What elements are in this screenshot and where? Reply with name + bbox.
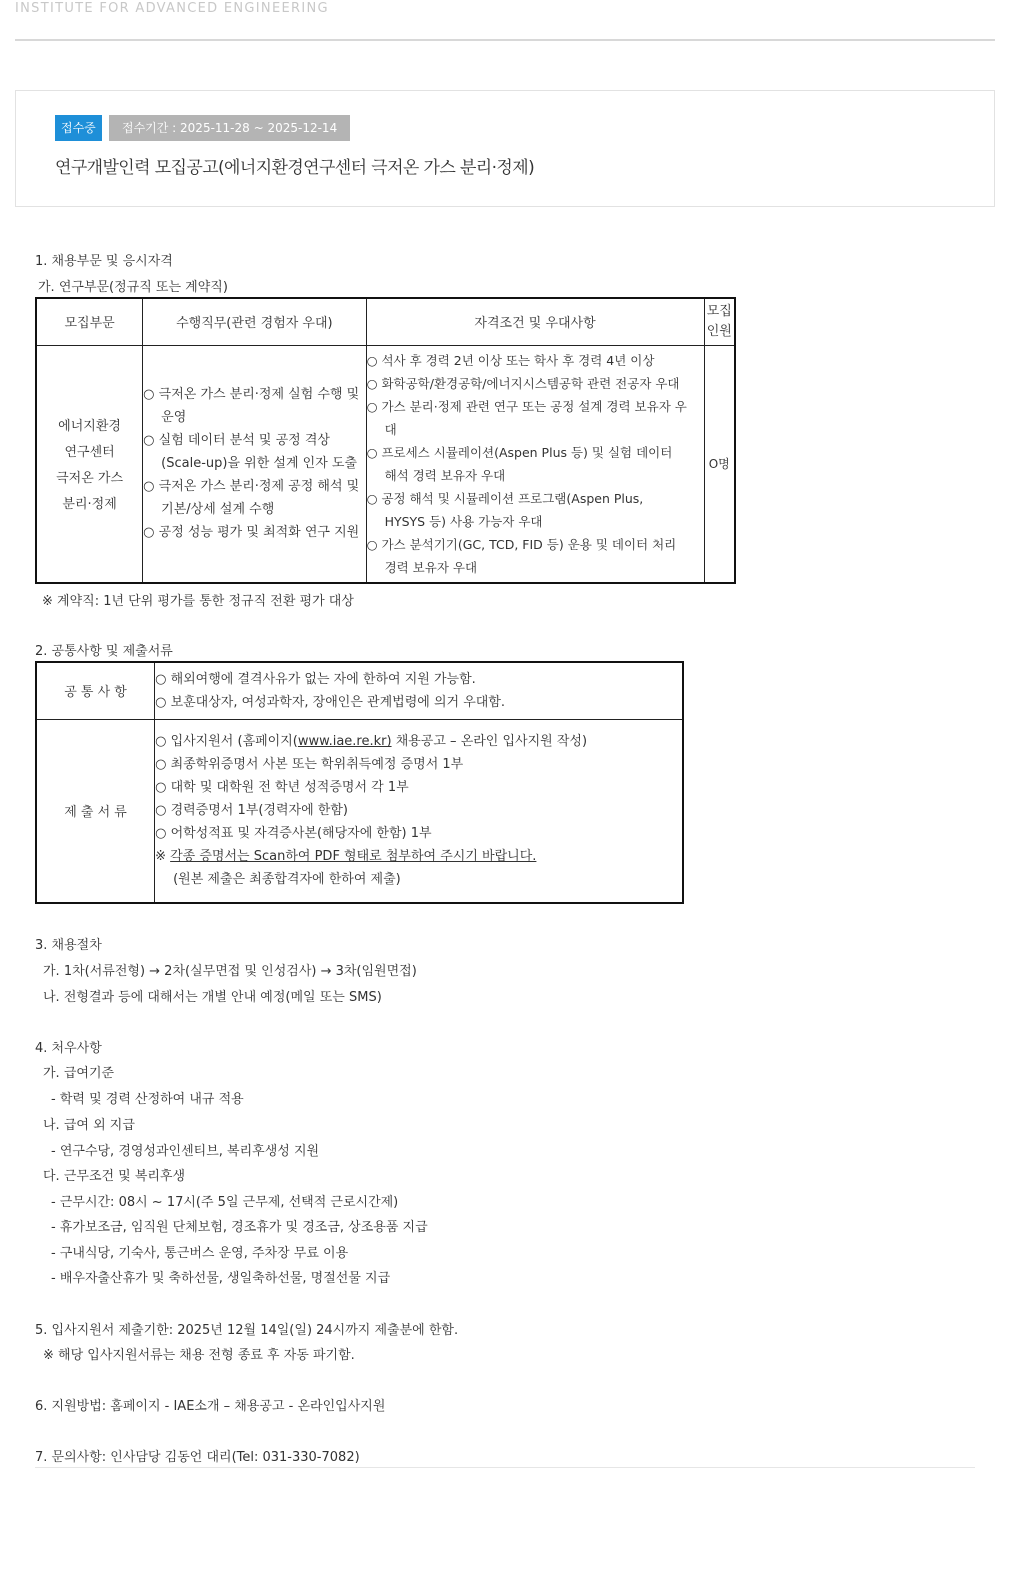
qual-item: ○ 석사 후 경력 2년 이상 또는 학사 후 경력 4년 이상 xyxy=(366,352,655,368)
notice-header-box xyxy=(15,90,995,207)
common-item: ○ 보훈대상자, 여성과학자, 장애인은 관계법령에 의거 우대함. xyxy=(155,694,506,710)
content-divider xyxy=(35,1467,975,1468)
section4-line: - 배우자출산휴가 및 축하선물, 생일축하선물, 명절선물 지급 xyxy=(51,1271,391,1286)
section4-line: - 연구수당, 경영성과인센티브, 복리후생성 지원 xyxy=(51,1144,320,1159)
section4-line: - 휴가보조금, 임직원 단체보험, 경조휴가 및 경조금, 상조용품 지급 xyxy=(51,1220,428,1235)
section4-line: 가. 급여기준 xyxy=(43,1066,115,1081)
section4-line: 나. 급여 외 지급 xyxy=(43,1118,135,1133)
common-label: 공 통 사 항 xyxy=(36,662,155,719)
doc-item-text: ○ 입사지원서 (홈페이지( xyxy=(155,734,298,750)
docs-label: 제 출 서 류 xyxy=(36,719,155,903)
duty-item-cont: (Scale-up)을 위한 설계 인자 도출 xyxy=(161,456,358,472)
qual-item-cont: 경력 보유자 우대 xyxy=(384,559,478,575)
dept-line: 분리·정제 xyxy=(62,496,117,512)
doc-item: ○ 어학성적표 및 자격증사본(해당자에 한함) 1부 xyxy=(155,826,432,842)
section3-heading: 3. 채용절차 xyxy=(35,938,102,953)
qual-item-cont: 해석 경력 보유자 우대 xyxy=(384,467,506,483)
qual-item: ○ 프로세스 시뮬레이션(Aspen Plus 등) 및 실험 데이터 xyxy=(366,444,673,460)
dept-line: 연구센터 xyxy=(64,444,115,460)
dept-cell xyxy=(36,345,143,583)
doc-item-application xyxy=(155,730,682,753)
section2-heading: 2. 공통사항 및 제출서류 xyxy=(35,644,173,659)
period-badge: 접수기간 : 2025-11-28 ~ 2025-12-14 xyxy=(109,115,350,141)
section4-line: 다. 근무조건 및 복리후생 xyxy=(43,1169,186,1184)
section3-item: 가. 1차(서류전형) → 2차(실무면접 및 인성검사) → 3차(임원면접) xyxy=(43,964,417,979)
docs-items-cell xyxy=(155,719,683,903)
section7-heading: 7. 문의사항: 인사담당 김동언 대리(Tel: 031-330-7082) xyxy=(35,1450,360,1465)
header-duties: 수행직무(관련 경험자 우대) xyxy=(143,298,366,345)
doc-item: ○ 대학 및 대학원 전 학년 성적증명서 각 1부 xyxy=(155,780,409,796)
duties-cell xyxy=(143,345,366,583)
qual-item: ○ 가스 분리·정제 관련 연구 또는 공정 설계 경력 보유자 우 xyxy=(366,398,687,414)
header-dept: 모집부문 xyxy=(36,298,143,345)
duty-item: ○ 극저온 가스 분리·정제 실험 수행 및 xyxy=(143,387,360,403)
qual-item-cont: HYSYS 등) 사용 가능자 우대 xyxy=(384,513,543,529)
docs-table xyxy=(35,661,684,904)
duty-item-cont: 기본/상세 설계 수행 xyxy=(161,502,275,518)
section1-note: ※ 계약직: 1년 단위 평가를 통한 정규직 전환 평가 대상 xyxy=(42,594,354,609)
homepage-link[interactable]: www.iae.re.kr) xyxy=(297,734,392,750)
section4-line: - 근무시간: 08시 ~ 17시(주 5일 근무제, 선택적 근로시간제) xyxy=(51,1195,399,1210)
section5-heading: 5. 입사지원서 제출기한: 2025년 12월 14일(일) 24시까지 제출분에 한함. xyxy=(35,1323,459,1338)
doc-item-text: 채용공고 – 온라인 입사지원 작성) xyxy=(391,734,588,750)
qual-item: ○ 화학공학/환경공학/에너지시스템공학 관련 전공자 우대 xyxy=(366,375,680,391)
section1-sub: 가. 연구부문(정규직 또는 계약직) xyxy=(38,280,228,295)
notice-title: 연구개발인력 모집공고(에너지환경연구센터 극저온 가스 분리·정제) xyxy=(55,158,535,178)
section4-line: - 구내식당, 기숙사, 통근버스 운영, 주차장 무료 이용 xyxy=(51,1246,349,1261)
duty-item-cont: 운영 xyxy=(161,410,187,426)
duty-item: ○ 극저온 가스 분리·정제 공정 해석 및 xyxy=(143,479,360,495)
header-quals: 자격조건 및 우대사항 xyxy=(366,298,704,345)
qual-item: ○ 공정 해석 및 시뮬레이션 프로그램(Aspen Plus, xyxy=(366,490,644,506)
doc-item: ○ 최종학위증명서 사본 또는 학위취득예정 증명서 1부 xyxy=(155,757,464,773)
doc-note-2: (원본 제출은 최종합격자에 한하여 제출) xyxy=(173,872,401,888)
common-item: ○ 해외여행에 결격사유가 없는 자에 한하여 지원 가능함. xyxy=(155,671,476,687)
section4-heading: 4. 처우사항 xyxy=(35,1041,102,1056)
section1-heading: 1. 채용부문 및 응시자격 xyxy=(35,254,173,269)
qual-item-cont: 대 xyxy=(384,421,397,437)
site-header xyxy=(15,0,995,41)
note-mark: ※ xyxy=(155,849,171,865)
org-name[interactable]: INSTITUTE FOR ADVANCED ENGINEERING xyxy=(15,1,329,16)
doc-note xyxy=(155,845,682,868)
section5-note: ※ 해당 입사지원서류는 채용 전형 종료 후 자동 파기함. xyxy=(43,1348,355,1363)
recruit-table xyxy=(35,297,736,584)
header-headcount-line1: 모집 xyxy=(706,303,732,319)
qual-item: ○ 가스 분석기기(GC, TCD, FID 등) 운용 및 데이터 처리 xyxy=(366,536,677,552)
dept-line: 에너지환경 xyxy=(58,418,121,434)
header-headcount xyxy=(704,298,735,345)
common-items-cell xyxy=(155,662,683,719)
header-headcount-line2: 인원 xyxy=(706,323,732,339)
quals-cell xyxy=(366,345,704,583)
doc-note-text: 각종 증명서는 Scan하여 PDF 형태로 첨부하여 주시기 바랍니다. xyxy=(170,849,537,865)
doc-item: ○ 경력증명서 1부(경력자에 한함) xyxy=(155,803,348,819)
section3-item: 나. 전형결과 등에 대해서는 개별 안내 예정(메일 또는 SMS) xyxy=(43,990,382,1005)
headcount-cell: O명 xyxy=(704,345,735,583)
duty-item: ○ 공정 성능 평가 및 최적화 연구 지원 xyxy=(143,525,360,541)
section6-heading: 6. 지원방법: 홈페이지 - IAE소개 – 채용공고 - 온라인입사지원 xyxy=(35,1399,386,1414)
dept-line: 극저온 가스 xyxy=(56,470,124,486)
status-badge: 접수중 xyxy=(55,115,102,141)
duty-item: ○ 실험 데이터 분석 및 공정 격상 xyxy=(143,433,330,449)
section4-line: - 학력 및 경력 산정하여 내규 적용 xyxy=(51,1092,244,1107)
